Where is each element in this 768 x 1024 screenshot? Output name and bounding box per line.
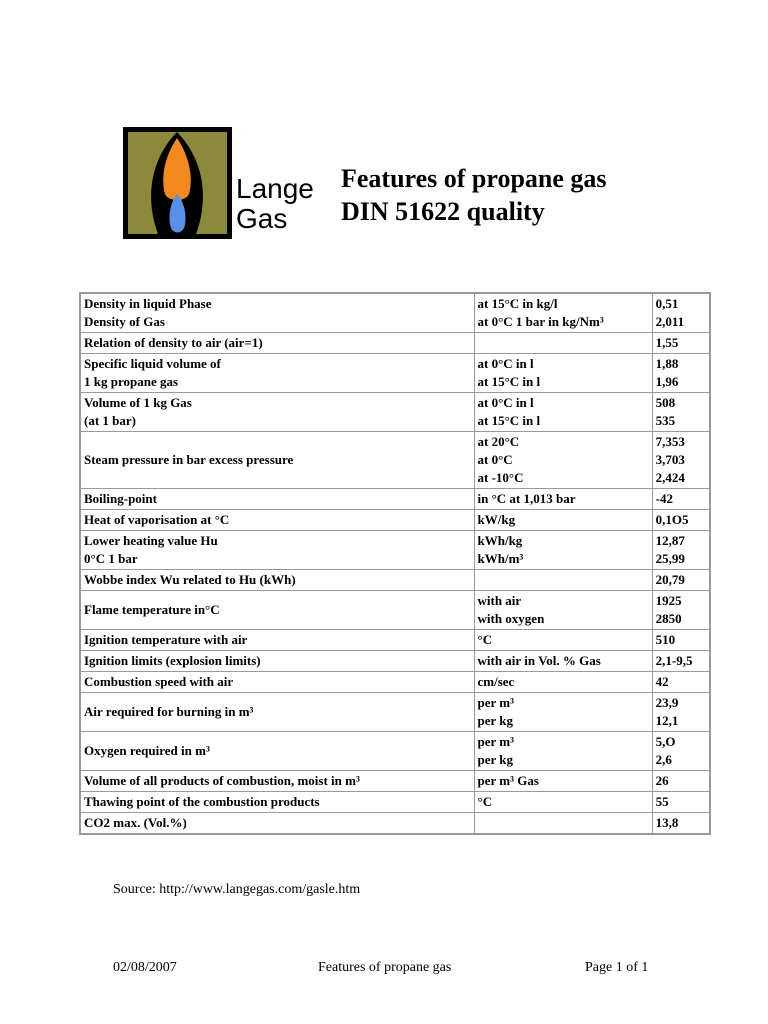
propane-properties-table	[79, 292, 711, 835]
property-cell-line: Combustion speed with air	[84, 674, 234, 689]
value-cell	[652, 672, 710, 693]
condition-cell-line: per m³	[477, 695, 515, 710]
property-cell-line: (at 1 bar)	[84, 413, 136, 428]
condition-cell-line: at 0°C	[477, 452, 513, 467]
property-cell-line: Wobbe index Wu related to Hu (kWh)	[84, 572, 296, 587]
property-cell	[80, 651, 474, 672]
value-cell	[652, 531, 710, 570]
property-cell-line: Ignition temperature with air	[84, 632, 248, 647]
value-cell-line: 1,55	[655, 335, 679, 350]
value-cell-line: 2850	[655, 611, 682, 626]
value-cell-line: 5,O	[655, 734, 676, 749]
value-cell-line: 3,703	[655, 452, 685, 467]
table-row	[80, 293, 710, 333]
table-row	[80, 333, 710, 354]
value-cell-line: 535	[655, 413, 676, 428]
condition-cell	[474, 531, 652, 570]
property-cell-line: 0°C 1 bar	[84, 551, 138, 566]
property-cell	[80, 693, 474, 732]
condition-cell-line	[478, 571, 649, 589]
condition-cell-line: in °C at 1,013 bar	[477, 491, 576, 506]
property-cell-line: Specific liquid volume of	[84, 356, 221, 371]
property-cell	[80, 489, 474, 510]
property-cell-line: Oxygen required in m³	[84, 743, 210, 758]
value-cell-line: 12,87	[655, 533, 685, 548]
property-cell	[80, 510, 474, 531]
value-cell-line: 2,011	[655, 314, 685, 329]
brand-line-1: Lange	[236, 173, 314, 204]
value-cell	[652, 732, 710, 771]
table-row	[80, 432, 710, 489]
property-cell	[80, 354, 474, 393]
value-cell	[652, 510, 710, 531]
property-cell-line: 1 kg propane gas	[84, 374, 179, 389]
value-cell-line: 1,88	[655, 356, 679, 371]
condition-cell-line: per m³	[477, 734, 515, 749]
value-cell	[652, 813, 710, 835]
condition-cell-line: per m³ Gas	[477, 773, 539, 788]
property-cell	[80, 293, 474, 333]
condition-cell-line: per kg	[477, 713, 514, 728]
table-row	[80, 354, 710, 393]
value-cell-line: 1,96	[655, 374, 679, 389]
property-cell-line: Air required for burning in m³	[84, 704, 254, 719]
condition-cell	[474, 432, 652, 489]
document-title	[341, 162, 607, 228]
property-cell	[80, 813, 474, 835]
condition-cell-line: cm/sec	[477, 674, 515, 689]
flame-icon	[128, 132, 227, 234]
condition-cell-line: at 0°C in l	[477, 356, 534, 371]
value-cell-line: -42	[655, 491, 673, 506]
property-cell-line: Flame temperature in°C	[84, 602, 220, 617]
table-row	[80, 510, 710, 531]
property-cell-line: Heat of vaporisation at °C	[84, 512, 230, 527]
condition-cell-line: °C	[477, 632, 493, 647]
condition-cell	[474, 293, 652, 333]
condition-cell-line: at 20°C	[477, 434, 520, 449]
value-cell-line: 2,6	[655, 752, 672, 767]
footer-page-number: Page 1 of 1	[585, 960, 649, 975]
table-row	[80, 732, 710, 771]
value-cell-line: 0,51	[655, 296, 679, 311]
table-row	[80, 630, 710, 651]
value-cell	[652, 591, 710, 630]
table-row	[80, 531, 710, 570]
value-cell	[652, 432, 710, 489]
condition-cell-line: at 15°C in l	[477, 413, 541, 428]
value-cell	[652, 771, 710, 792]
table-row	[80, 570, 710, 591]
source-note: Source: http://www.langegas.com/gasle.htm	[113, 882, 361, 897]
value-cell-line: 55	[655, 794, 669, 809]
footer-title: Features of propane gas	[318, 960, 452, 975]
condition-cell	[474, 570, 652, 591]
value-cell	[652, 354, 710, 393]
property-cell-line: Lower heating value Hu	[84, 533, 218, 548]
table-row	[80, 489, 710, 510]
condition-cell-line: kW/kg	[477, 512, 516, 527]
property-cell	[80, 771, 474, 792]
property-cell-line: Volume of all products of combustion, moist in m³	[84, 773, 360, 788]
table-row	[80, 393, 710, 432]
title-line-1: Features of propane gas	[341, 164, 607, 193]
property-cell	[80, 531, 474, 570]
value-cell-line: 1925	[655, 593, 682, 608]
condition-cell-line: with air in Vol. % Gas	[477, 653, 601, 668]
property-cell-line: Thawing point of the combustion products	[84, 794, 320, 809]
value-cell-line: 13,8	[655, 815, 679, 830]
condition-cell	[474, 630, 652, 651]
condition-cell	[474, 333, 652, 354]
property-cell	[80, 333, 474, 354]
property-cell	[80, 570, 474, 591]
property-cell-line: Density of Gas	[84, 314, 165, 329]
property-cell	[80, 672, 474, 693]
property-cell-line: Density in liquid Phase	[84, 296, 212, 311]
table-row	[80, 693, 710, 732]
property-cell	[80, 792, 474, 813]
condition-cell	[474, 693, 652, 732]
lange-gas-logo	[123, 127, 232, 239]
value-cell-line: 510	[655, 632, 676, 647]
property-cell-line: Relation of density to air (air=1)	[84, 335, 263, 350]
value-cell	[652, 393, 710, 432]
condition-cell-line: at -10°C	[477, 470, 524, 485]
property-cell-line: Steam pressure in bar excess pressure	[84, 452, 294, 467]
property-cell	[80, 732, 474, 771]
table-body	[80, 293, 710, 834]
value-cell	[652, 693, 710, 732]
footer-date: 02/08/2007	[113, 960, 177, 975]
property-cell	[80, 630, 474, 651]
table-row	[80, 651, 710, 672]
table-row	[80, 591, 710, 630]
value-cell-line: 26	[655, 773, 669, 788]
value-cell-line: 2,1-9,5	[655, 653, 693, 668]
value-cell	[652, 333, 710, 354]
condition-cell-line: per kg	[477, 752, 514, 767]
property-cell	[80, 393, 474, 432]
table-row	[80, 771, 710, 792]
condition-cell-line: kWh/kg	[477, 533, 523, 548]
condition-cell-line: °C	[477, 794, 493, 809]
property-cell-line: Boiling-point	[84, 491, 157, 506]
property-cell-line: Volume of 1 kg Gas	[84, 395, 192, 410]
condition-cell-line: kWh/m³	[477, 551, 524, 566]
table-row	[80, 813, 710, 835]
condition-cell-line: with oxygen	[477, 611, 545, 626]
value-cell-line: 12,1	[655, 713, 679, 728]
condition-cell	[474, 672, 652, 693]
condition-cell-line: at 15°C in l	[477, 374, 541, 389]
brand-name	[236, 174, 314, 234]
condition-cell	[474, 771, 652, 792]
condition-cell-line: at 0°C 1 bar in kg/Nm³	[477, 314, 604, 329]
condition-cell	[474, 510, 652, 531]
value-cell-line: 7,353	[655, 434, 685, 449]
brand-line-2: Gas	[236, 203, 288, 234]
condition-cell	[474, 792, 652, 813]
condition-cell	[474, 591, 652, 630]
table-row	[80, 792, 710, 813]
property-cell	[80, 591, 474, 630]
condition-cell-line: at 0°C in l	[477, 395, 534, 410]
value-cell-line: 23,9	[655, 695, 679, 710]
condition-cell	[474, 354, 652, 393]
condition-cell	[474, 732, 652, 771]
condition-cell-line: with air	[477, 593, 522, 608]
property-cell-line: Ignition limits (explosion limits)	[84, 653, 261, 668]
table-row	[80, 672, 710, 693]
value-cell	[652, 792, 710, 813]
condition-cell	[474, 489, 652, 510]
condition-cell	[474, 651, 652, 672]
condition-cell	[474, 813, 652, 835]
logo-background	[128, 132, 227, 234]
value-cell-line: 25,99	[655, 551, 685, 566]
value-cell-line: 20,79	[655, 572, 685, 587]
value-cell	[652, 630, 710, 651]
condition-cell-line	[478, 334, 649, 352]
condition-cell-line	[478, 814, 649, 832]
condition-cell	[474, 393, 652, 432]
condition-cell-line: at 15°C in kg/l	[477, 296, 558, 311]
title-line-2: DIN 51622 quality	[341, 197, 545, 226]
value-cell-line: 0,1O5	[655, 512, 689, 527]
property-cell	[80, 432, 474, 489]
value-cell-line: 42	[655, 674, 669, 689]
value-cell-line: 2,424	[655, 470, 685, 485]
value-cell-line: 508	[655, 395, 676, 410]
property-cell-line: CO2 max. (Vol.%)	[84, 815, 187, 830]
value-cell	[652, 651, 710, 672]
value-cell	[652, 293, 710, 333]
value-cell	[652, 570, 710, 591]
value-cell	[652, 489, 710, 510]
